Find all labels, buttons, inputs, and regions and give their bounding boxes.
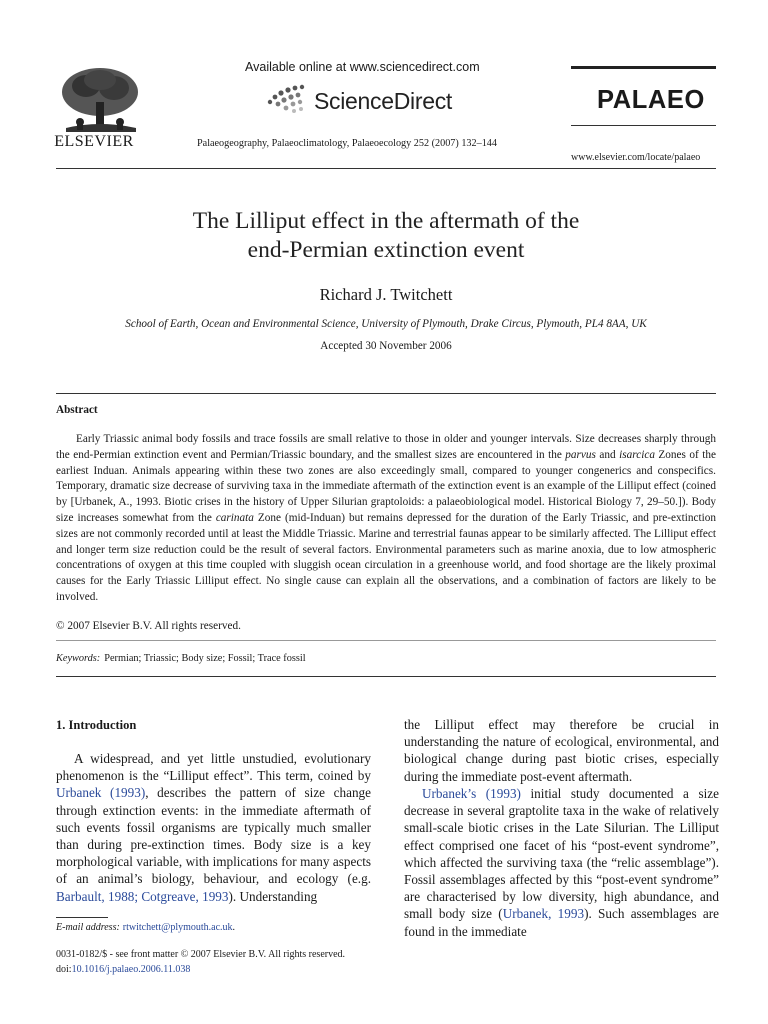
abstract-text bbox=[56, 432, 716, 606]
abstract-heading: Abstract bbox=[56, 404, 98, 416]
sciencedirect-name: ScienceDirect bbox=[314, 88, 452, 114]
abstract-part: and bbox=[595, 448, 620, 461]
keywords-label: Keywords: bbox=[56, 653, 101, 664]
available-online-text: Available online at www.sciencedirect.com bbox=[245, 60, 480, 74]
keywords-list: Permian; Triassic; Body size; Fossil; Trace fossil bbox=[104, 653, 306, 664]
copyright-line: © 2007 Elsevier B.V. All rights reserved. bbox=[56, 620, 241, 632]
abstract-part: Early Triassic animal body fossils and trace fossils are small relative to those in older and younger intervals. Size decreases sharply through the end-Permian extinction event and Permian/Triassic boundary, and the smallest sizes are encountered in the bbox=[56, 433, 716, 461]
sciencedirect-dots-logo bbox=[266, 82, 312, 116]
intro-left-column bbox=[56, 750, 371, 905]
email-footnote bbox=[56, 922, 235, 933]
accepted-date: Accepted 30 November 2006 bbox=[320, 340, 452, 352]
citation-link[interactable]: Urbanek (1993) bbox=[56, 785, 146, 801]
zone-name: parvus bbox=[565, 448, 596, 461]
intro-right-paragraph-1: the Lilliput effect may therefore be crucial in understanding the nature of ecological, environmental, and biological change during past biotic crises, especially during the immediate post-event aftermath. bbox=[404, 717, 719, 784]
publisher-name: ELSEVIER bbox=[54, 133, 134, 150]
body-text: A widespread, and yet little unstudied, evolutionary phenomenon is the “Lilliput effect”. This term, coined by bbox=[56, 751, 371, 784]
author-affiliation: School of Earth, Ocean and Environmental Science, University of Plymouth, Drake Circus, Plymouth, PL4 8AA, UK bbox=[125, 318, 647, 330]
body-text: ). Understanding bbox=[228, 888, 318, 904]
journal-rule-bottom bbox=[571, 125, 716, 126]
title-line-1: The Lilliput effect in the aftermath of the bbox=[192, 208, 580, 234]
doi-link[interactable]: 10.1016/j.palaeo.2006.11.038 bbox=[71, 964, 191, 975]
email-link[interactable]: rtwitchett@plymouth.ac.uk bbox=[122, 922, 233, 933]
section-heading: 1. Introduction bbox=[56, 718, 137, 732]
journal-rule-top bbox=[571, 66, 716, 69]
body-text: , describes the pattern of size change through extinction events: in the immediate aftermath of such events fossil organisms are typically much smaller than during pre-extinction times. Body size is a key morphological variable, with implications for many aspects of an animal’s biology, behaviour, and ecology (e.g. bbox=[56, 785, 372, 887]
keywords-divider-bottom bbox=[56, 676, 716, 677]
footnote-rule bbox=[56, 917, 108, 918]
journal-reference: Palaeogeography, Palaeoclimatology, Palaeoecology 252 (2007) 132–144 bbox=[197, 138, 497, 149]
citation-link[interactable]: Urbanek, 1993 bbox=[502, 906, 585, 922]
doi-label: doi: bbox=[56, 964, 72, 975]
email-label: E-mail address: bbox=[56, 922, 120, 933]
intro-right-paragraph-2 bbox=[404, 785, 719, 940]
email-end: . bbox=[232, 922, 236, 933]
author-name: Richard J. Twitchett bbox=[319, 285, 453, 304]
header-divider bbox=[56, 168, 716, 169]
keywords-divider-top bbox=[56, 640, 716, 641]
abstract-part: Zones of the earliest Induan. Animals appearing within these two zones are also exceedingly small, compared to younger congenerics and conspecifics. Temporary, dramatic size decrease of surviving taxa in the immediate aftermath of the extinction event is an example of the Lilliput effect (coined by [Urbanek, A., 1993. Biotic crises in the history of Upper Silurian graptoloids: a palaeobiological model. Historical Biology 7, 29–50.]). Body size increases somewhat from the bbox=[56, 448, 716, 524]
issn-line: 0031-0182/$ - see front matter © 2007 Elsevier B.V. All rights reserved. bbox=[56, 949, 346, 960]
citation-link[interactable]: Barbault, 1988; Cotgreave, 1993 bbox=[56, 888, 229, 904]
citation-link[interactable]: Urbanek’s (1993) bbox=[422, 786, 521, 801]
article-title bbox=[56, 207, 716, 265]
abstract-divider bbox=[56, 393, 716, 394]
title-line-2: end-Permian extinction event bbox=[247, 237, 525, 263]
doi-line bbox=[56, 964, 190, 975]
zone-name: isarcica bbox=[619, 448, 655, 461]
zone-name: carinata bbox=[215, 511, 254, 524]
keywords bbox=[56, 653, 306, 664]
abstract-part: Zone (mid-Induan) but remains depressed for the duration of the Early Triassic, and pre-extinction sizes are not commonly recorded until at least the Middle Triassic. Marine and terrestrial faunas appear to be similarly affected. The Lilliput effect and longer term size reduction could be the result of several factors. Environmental parameters such as marine anoxia, due to low atmospheric concentrations of oxygen at this time coupled with sluggish ocean circulation in a greenhouse world, and food shortage are the likely proximal causes for the Early Triassic Lilliput effect. No single cause can explain all the observations, and a combination of factors are likely to be involved. bbox=[56, 511, 716, 603]
body-text: initial study documented a size decrease in several graptolite taxa in the wake of relatively small-scale biotic crises in the Late Silurian. The Lilliput effect comprised one facet of his “post-event syndrome”, which affected the surviving taxa (the “relic assemblage”). Fossil assemblages affected by this “post-event syndrome” are characterised by low diversity, high abundance, and small body size ( bbox=[404, 786, 719, 922]
body-text: ). Such assemblages are found in the immediate bbox=[404, 906, 719, 939]
journal-url[interactable]: www.elsevier.com/locate/palaeo bbox=[571, 152, 701, 163]
journal-short-name: PALAEO bbox=[597, 86, 705, 114]
